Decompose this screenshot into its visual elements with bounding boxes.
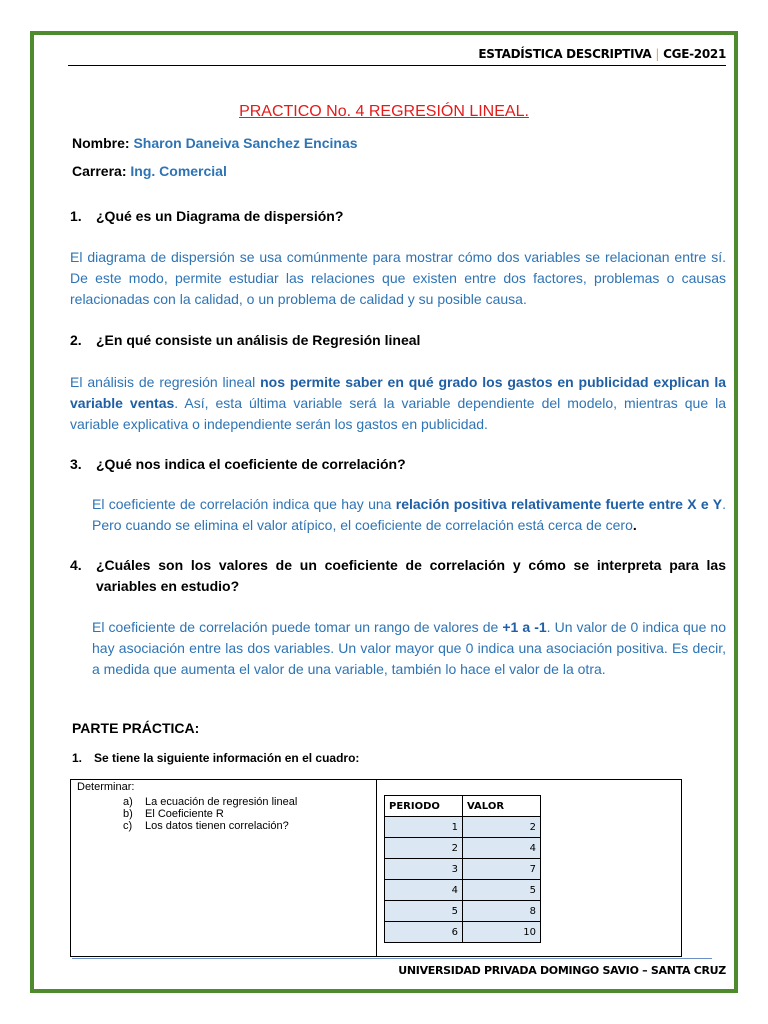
determine-label: Determinar:: [77, 781, 135, 793]
name-value: Sharon Daneiva Sanchez Encinas: [133, 135, 358, 151]
question-text: ¿Qué es un Diagrama de dispersión?: [96, 208, 344, 224]
table-row: [385, 817, 541, 838]
table-header-row: [385, 796, 541, 817]
career-value: Ing. Comercial: [130, 163, 227, 179]
task-letter: c): [123, 820, 133, 832]
task-item: [123, 796, 297, 808]
question-number: 2.: [70, 332, 82, 348]
cell-periodo: 6: [385, 922, 463, 943]
practice-item-text: Se tiene la siguiente información en el cuadro:: [94, 751, 360, 765]
answer-text: El coeficiente de correlación indica que hay una: [92, 496, 396, 512]
question-3: [70, 454, 726, 475]
practice-heading: PARTE PRÁCTICA:: [72, 720, 200, 736]
header-separator: |: [655, 47, 660, 61]
name-label: Nombre:: [72, 135, 130, 151]
answer-1: [70, 247, 726, 310]
question-text: ¿En qué consiste un análisis de Regresión lineal: [96, 332, 421, 348]
practice-item-number: 1.: [72, 751, 83, 765]
answer-text: El coeficiente de correlación puede tomar un rango de valores de: [92, 619, 503, 635]
question-number: 4.: [70, 557, 82, 573]
answer-emphasis: +1 a -1: [502, 619, 547, 635]
question-1: [70, 206, 726, 227]
cell-valor: 2: [463, 817, 541, 838]
answer-4: [92, 617, 726, 680]
cell-periodo: 3: [385, 859, 463, 880]
answer-3: [92, 494, 726, 536]
answer-text: . Pero cuando se elimina el valor atípico, el coeficiente de correlación está cerca de cero: [92, 496, 726, 533]
task-item: [123, 820, 297, 832]
cell-valor: 7: [463, 859, 541, 880]
answer-period: .: [632, 517, 637, 533]
header-valor: VALOR: [463, 796, 541, 817]
answer-text: El diagrama de dispersión se usa comúnmente para mostrar cómo dos variables se relacionan entre sí. De este modo, permite estudiar las relaciones que existen entre dos factores, problemas o causas relacionadas con la calidad, o un problema de calidad y su posible causa.: [70, 249, 726, 307]
header-rule: [68, 65, 726, 66]
student-name-field: [72, 135, 358, 151]
task-text: La ecuación de regresión lineal: [145, 796, 298, 808]
table-row: [385, 922, 541, 943]
document-title: PRACTICO No. 4 REGRESIÓN LINEAL.: [239, 103, 529, 120]
task-letter: b): [123, 808, 133, 820]
data-table: [384, 795, 541, 943]
answer-text: . Un valor de 0 indica que no hay asociación entre las dos variables. Un valor mayor que 0 indica una asociación positiva. Es decir, a medida que aumenta el valor de una variable, también lo hace el valor de la otra.: [92, 619, 726, 677]
practice-item-1: [72, 751, 359, 765]
table-row: [385, 880, 541, 901]
student-career-field: [72, 163, 227, 179]
answer-emphasis: relación positiva relativamente fuerte entre X e Y: [395, 496, 723, 512]
question-text: ¿Cuáles son los valores de un coeficiente de correlación y cómo se interpreta para las variables en estudio?: [96, 557, 726, 594]
question-number: 3.: [70, 456, 82, 472]
header-periodo: PERIODO: [385, 796, 463, 817]
table-row: [385, 838, 541, 859]
cell-valor: 8: [463, 901, 541, 922]
cell-periodo: 1: [385, 817, 463, 838]
question-number: 1.: [70, 208, 82, 224]
answer-emphasis: nos permite saber en qué grado los gastos en publicidad explican la variable ventas: [70, 374, 726, 411]
page-header: [478, 47, 726, 61]
task-text: Los datos tienen correlación?: [145, 820, 289, 832]
career-colon: :: [121, 163, 127, 179]
answer-2: [70, 372, 726, 435]
cell-periodo: 4: [385, 880, 463, 901]
career-label: Carrera: [72, 163, 122, 179]
table-row: [385, 901, 541, 922]
question-2: [70, 330, 726, 351]
cell-periodo: 5: [385, 901, 463, 922]
question-text: ¿Qué nos indica el coeficiente de correlación?: [96, 456, 406, 472]
task-text: El Coeficiente R: [145, 808, 224, 820]
header-course: ESTADÍSTICA DESCRIPTIVA: [478, 47, 652, 61]
cell-valor: 4: [463, 838, 541, 859]
task-letter: a): [123, 796, 133, 808]
page-footer: UNIVERSIDAD PRIVADA DOMINGO SAVIO – SANTA CRUZ: [398, 964, 726, 977]
table-row: [385, 859, 541, 880]
answer-text: . Así, esta última variable será la variable dependiente del modelo, mientras que la variable explicativa o independiente serán los gastos en publicidad.: [70, 395, 726, 432]
cell-valor: 5: [463, 880, 541, 901]
task-item: [123, 808, 297, 820]
exercise-box-divider: [376, 779, 377, 957]
header-code: CGE-2021: [663, 47, 726, 61]
answer-text: El análisis de regresión lineal: [70, 374, 261, 390]
question-4: [70, 555, 726, 597]
cell-periodo: 2: [385, 838, 463, 859]
task-list: [123, 796, 297, 832]
cell-valor: 10: [463, 922, 541, 943]
footer-rule: [72, 958, 712, 959]
